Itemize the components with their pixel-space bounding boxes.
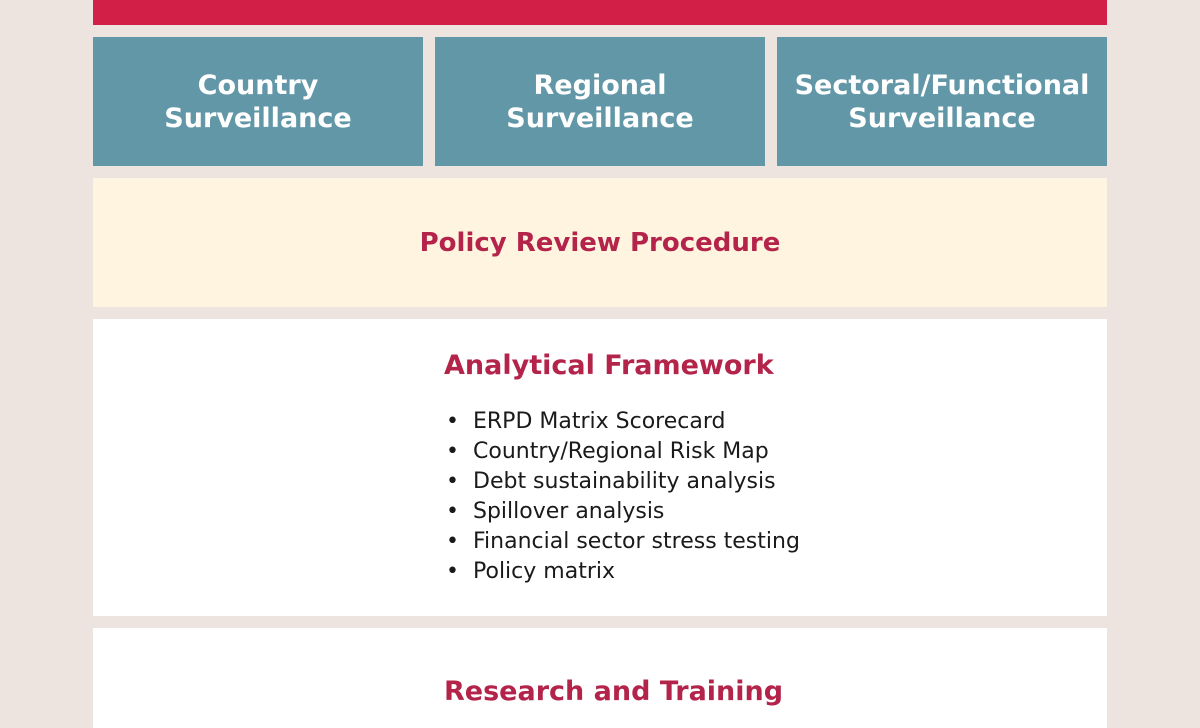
tile-line-2: Surveillance (506, 102, 694, 134)
list-item: • Spillover analysis (444, 497, 800, 527)
tile-line-1: Country (197, 69, 319, 101)
tile-line-2: Surveillance (848, 102, 1036, 134)
list-item: • ERPD Matrix Scorecard (444, 407, 800, 437)
analytical-framework-section (93, 319, 1107, 616)
list-item: • Financial sector stress testing (444, 527, 800, 557)
research-and-training-title: Research and Training (444, 676, 784, 707)
list-item: • Policy matrix (444, 557, 800, 587)
sectoral-functional-surveillance-tile (777, 37, 1107, 166)
research-and-training-section (93, 628, 1107, 728)
tile-line-2: Surveillance (164, 102, 352, 134)
tile-line-1: Sectoral/Functional (794, 69, 1090, 101)
list-item: • Debt sustainability analysis (444, 467, 800, 497)
policy-review-title: Policy Review Procedure (419, 227, 781, 258)
tile-line-1: Regional (533, 69, 667, 101)
top-header-bar (93, 0, 1107, 25)
regional-surveillance-tile (435, 37, 765, 166)
analytical-framework-title: Analytical Framework (444, 350, 774, 381)
country-surveillance-tile (93, 37, 423, 166)
analytical-framework-list (444, 407, 800, 587)
policy-review-section (93, 178, 1107, 307)
list-item: • Country/Regional Risk Map (444, 437, 800, 467)
